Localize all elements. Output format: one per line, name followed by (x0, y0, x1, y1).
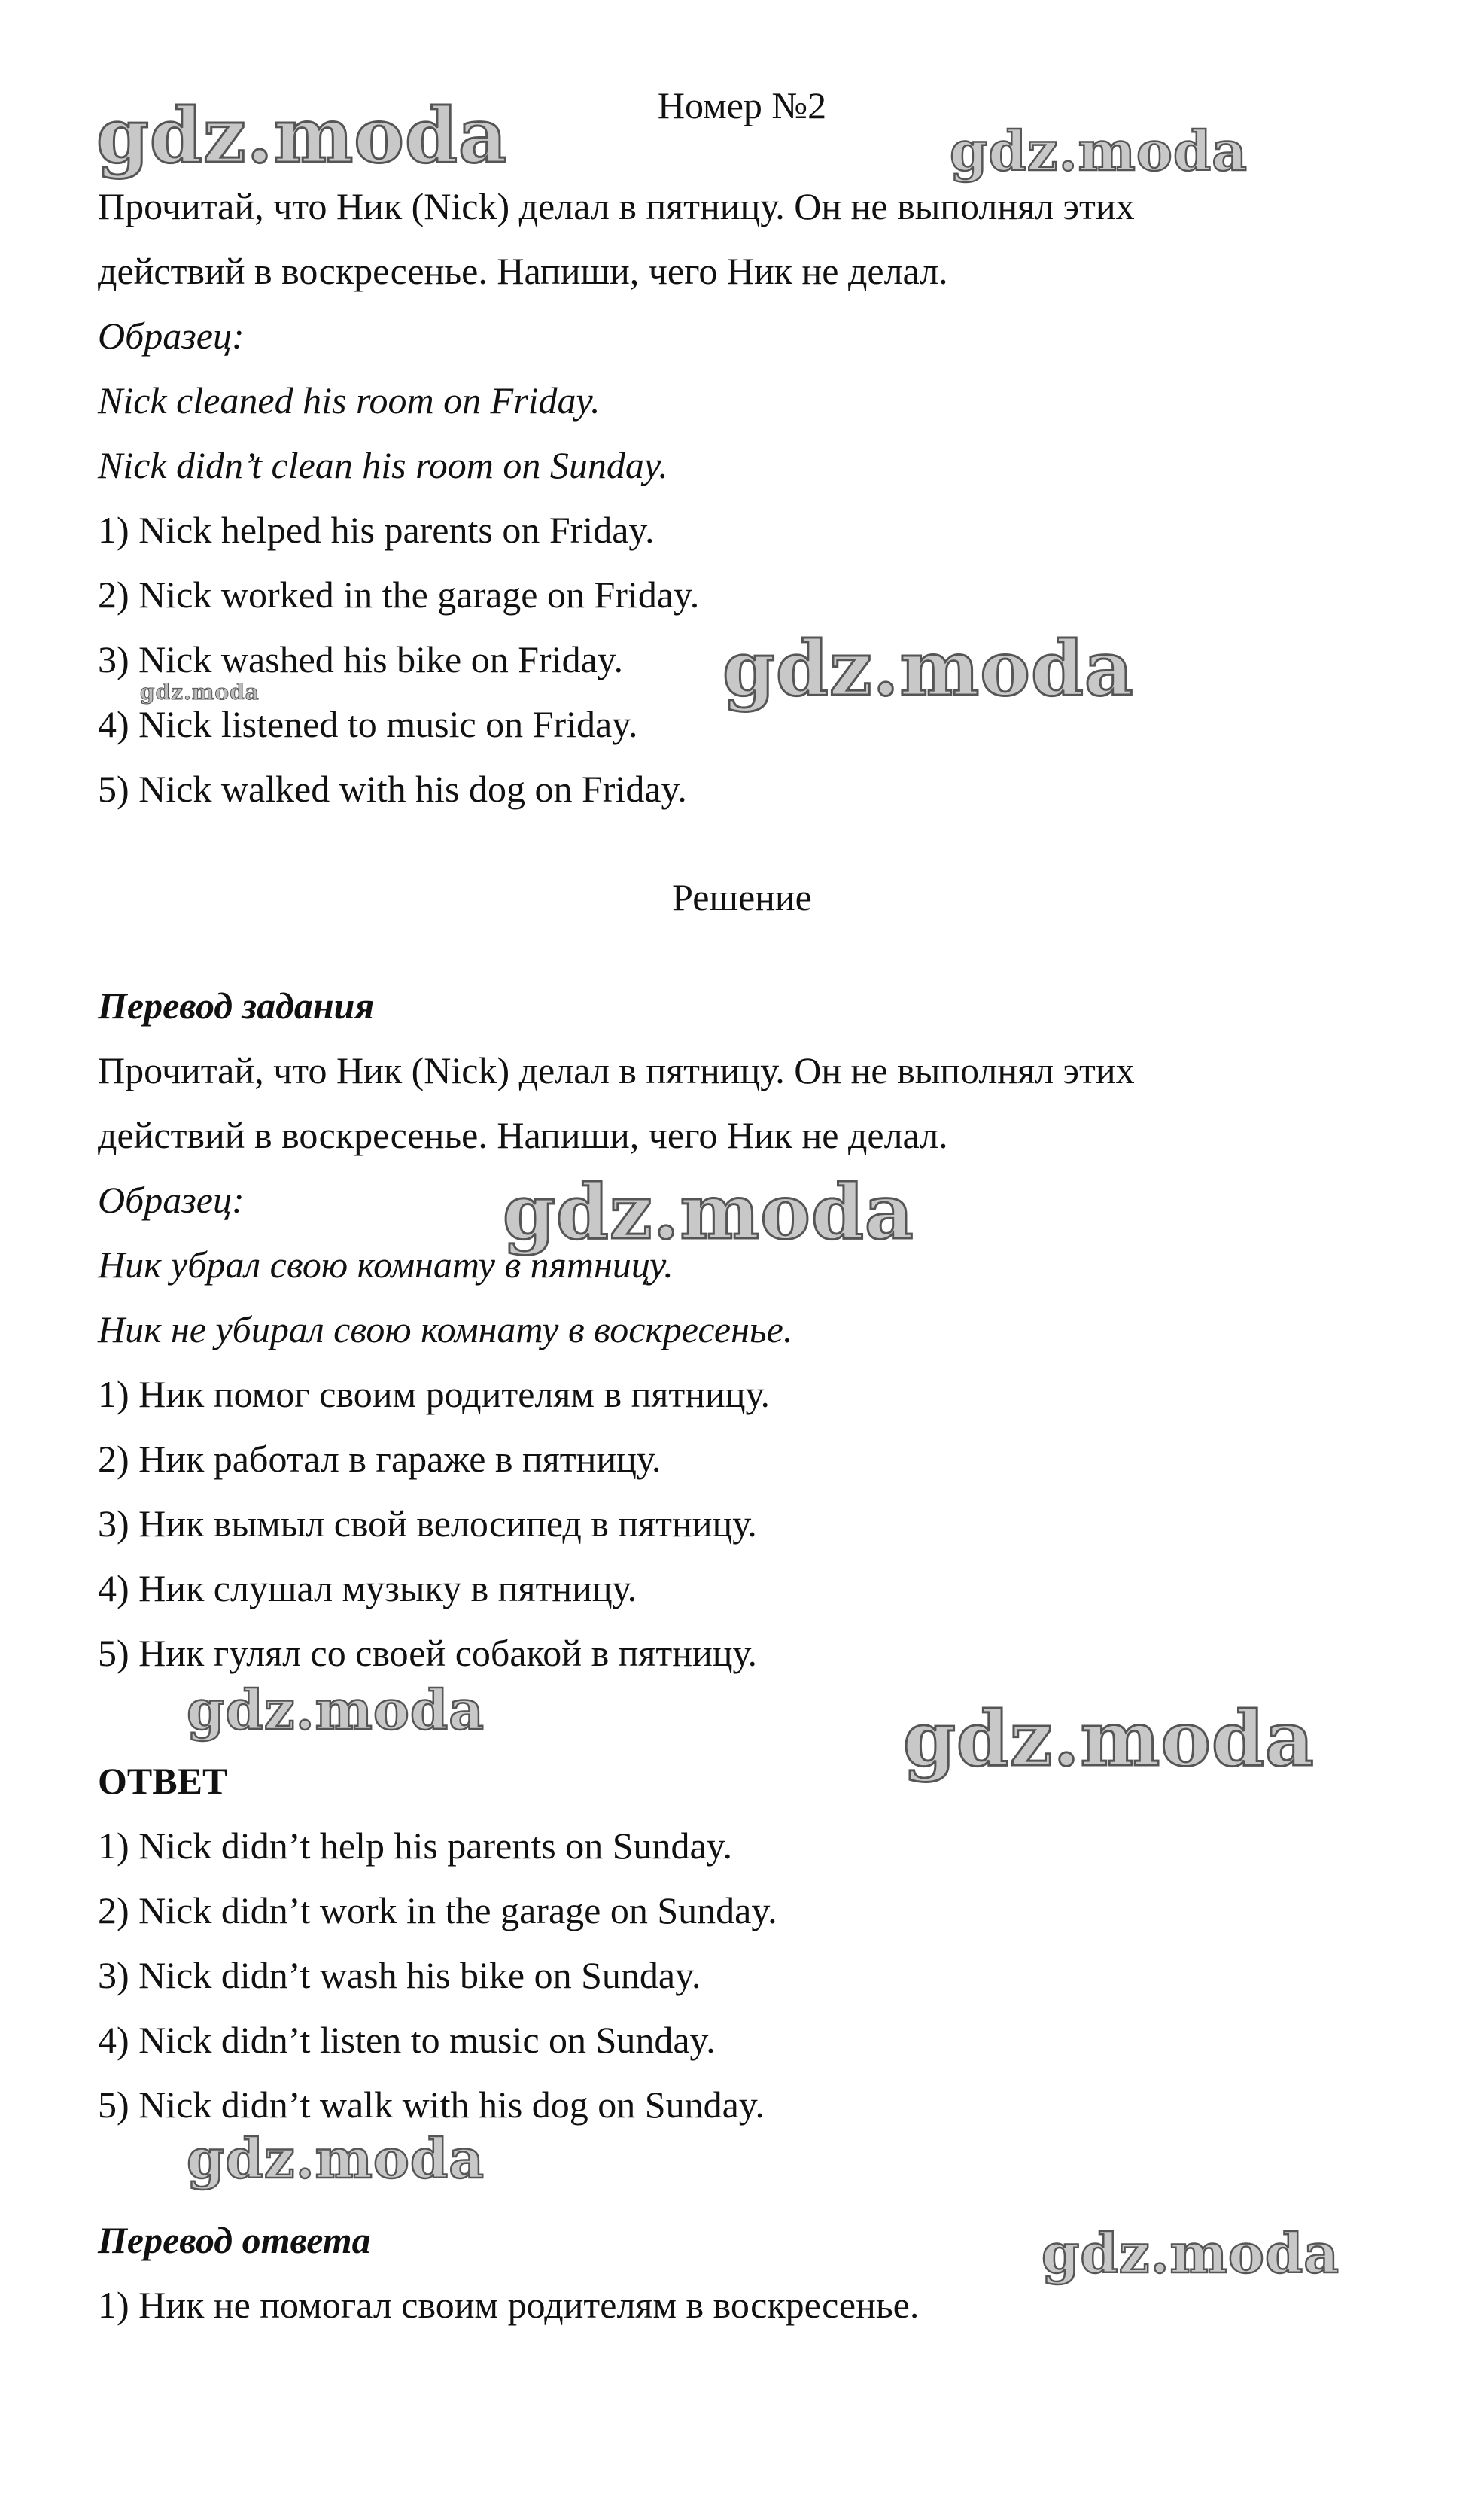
list-item: 3) Nick didn’t wash his bike on Sunday. (98, 1954, 701, 1996)
sample-line: Nick cleaned his room on Friday. (98, 379, 601, 422)
list-item: 5) Ник гулял со своей собакой в пятницу. (98, 1632, 758, 1674)
list-item: 4) Nick listened to music on Friday. (98, 703, 638, 745)
task-intro-line: Прочитай, что Ник (Nick) делал в пятницу. Он не выполнял этих (98, 185, 1135, 227)
watermark-logo: gdz.moda (96, 91, 508, 180)
sample-label: Образец: (98, 1179, 245, 1221)
list-item: 2) Ник работал в гараже в пятницу. (98, 1438, 661, 1480)
watermark-logo: gdz.moda (722, 624, 1134, 713)
solution-heading: Решение (672, 876, 812, 918)
page-title: Номер №2 (657, 84, 827, 126)
list-item: 5) Nick walked with his dog on Friday. (98, 768, 687, 810)
section-heading: Перевод ответа (98, 2219, 371, 2261)
list-item: 1) Nick didn’t help his parents on Sunday. (98, 1825, 732, 1867)
list-item: 4) Nick didn’t listen to music on Sunday. (98, 2019, 716, 2061)
list-item: 1) Ник помог своим родителям в пятницу. (98, 1373, 770, 1415)
section-heading: Перевод задания (98, 985, 375, 1027)
watermark-logo: gdz.moda (187, 2126, 485, 2190)
sample-label: Образец: (98, 315, 245, 357)
task-intro-line: действий в воскресенье. Напиши, чего Ник не делал. (98, 250, 948, 292)
list-item: 3) Nick washed his bike on Friday. (98, 638, 624, 680)
watermark-logo: gdz.moda (140, 680, 260, 705)
watermark-logo: gdz.moda (503, 1167, 914, 1256)
watermark-logo: gdz.moda (1042, 2221, 1340, 2285)
list-item: 3) Ник вымыл свой велосипед в пятницу. (98, 1502, 757, 1545)
answer-heading: ОТВЕТ (98, 1760, 228, 1802)
translation-intro-line: действий в воскресенье. Напиши, чего Ник не делал. (98, 1114, 948, 1156)
sample-line: Ник убрал свою комнату в пятницу. (98, 1243, 674, 1286)
watermark-logo: gdz.moda (903, 1694, 1315, 1783)
watermark-logo: gdz.moda (187, 1678, 485, 1742)
list-item: 5) Nick didn’t walk with his dog on Sunday. (98, 2084, 765, 2126)
list-item: 4) Ник слушал музыку в пятницу. (98, 1567, 637, 1609)
list-item: 1) Nick helped his parents on Friday. (98, 509, 655, 551)
list-item: 2) Nick worked in the garage on Friday. (98, 574, 700, 616)
sample-line: Ник не убирал свою комнату в воскресенье. (98, 1308, 793, 1350)
translation-intro-line: Прочитай, что Ник (Nick) делал в пятницу. Он не выполнял этих (98, 1049, 1135, 1091)
list-item: 2) Nick didn’t work in the garage on Sunday. (98, 1889, 777, 1931)
watermark-logo: gdz.moda (950, 119, 1248, 183)
list-item: 1) Ник не помогал своим родителям в воскресенье. (98, 2284, 920, 2326)
sample-line: Nick didn’t clean his room on Sunday. (98, 444, 668, 486)
